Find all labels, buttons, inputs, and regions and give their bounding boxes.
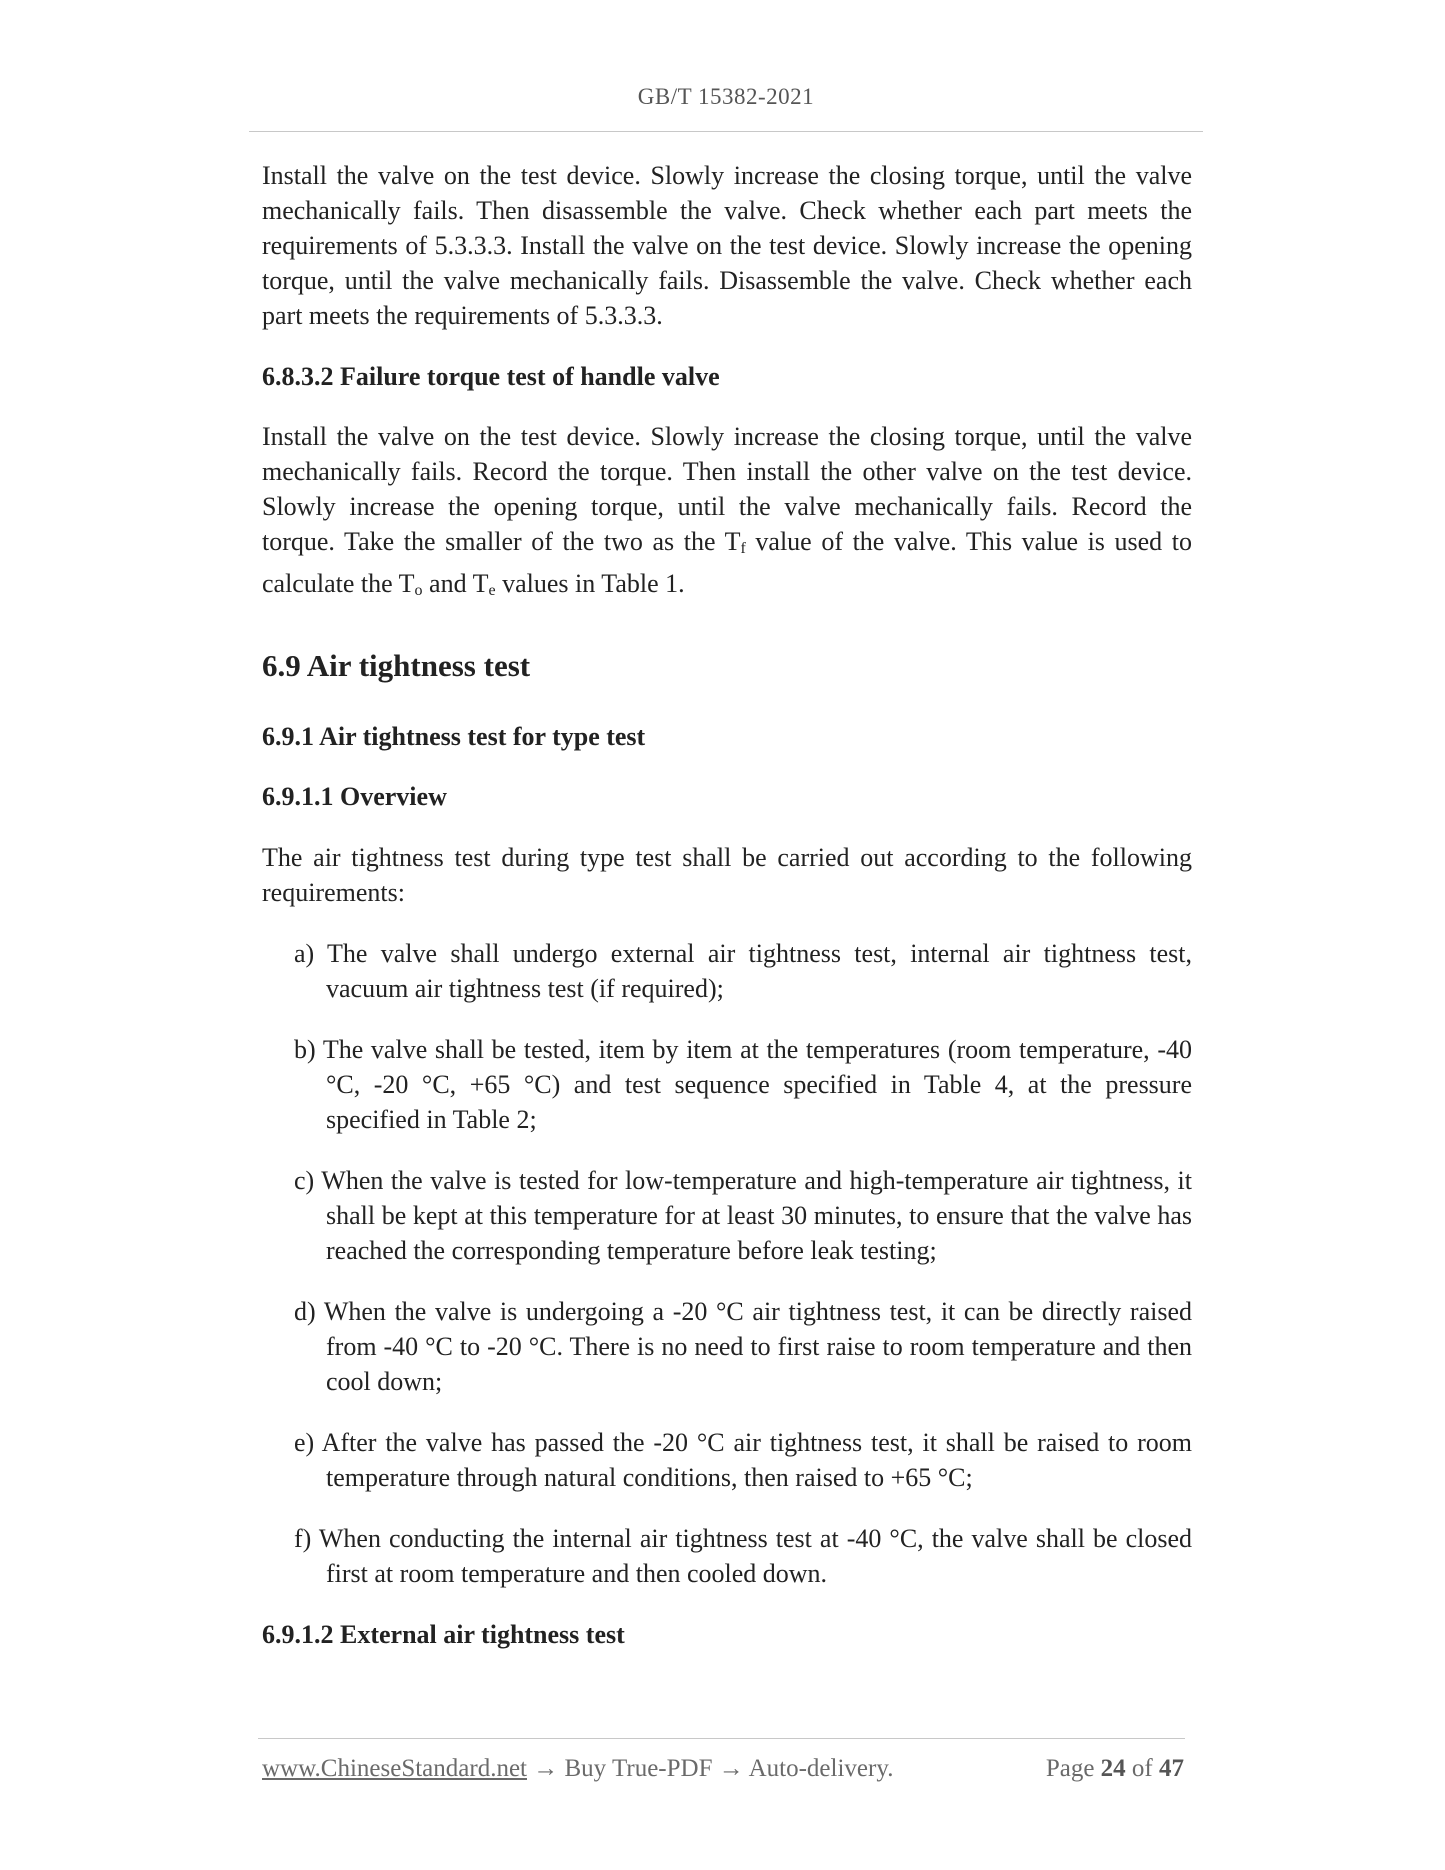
page-body [262,158,1192,1652]
of-label: of [1131,1755,1153,1782]
heading-69: 6.9 Air tightness test [262,648,531,683]
footer-divider [258,1738,1185,1739]
list-item: a) The valve shall undergo external air tightness test, internal air tightness test, vacuum air tightness test (if required); [294,939,1192,1003]
buy-true-pdf-text: Buy True-PDF [564,1755,713,1782]
auto-delivery-text: Auto-delivery. [748,1755,894,1782]
arrow-right-icon: → [533,1755,559,1782]
footer-promo [262,1755,893,1783]
subscript-f: f [740,540,746,557]
header-divider [249,131,1203,132]
list-item: b) The valve shall be tested, item by item at the temperatures (room temperature, -40 °C, -20 °C, +65 °C) and test sequence specified in Table 4, at the pressure specified in Table 2; [294,1035,1192,1134]
arrow-right-icon: → [718,1755,744,1782]
heading-691: 6.9.1 Air tightness test for type test [262,722,646,751]
heading-6911: 6.9.1.1 Overview [262,782,447,811]
total-pages: 47 [1159,1755,1184,1782]
page-number [1046,1755,1184,1783]
list-item: e) After the valve has passed the -20 °C air tightness test, it shall be raised to room temperature through natural conditions, then raised to +65 °C; [294,1428,1192,1492]
heading-6832: 6.8.3.2 Failure torque test of handle valve [262,362,720,391]
paragraph-6832-body: Install the valve on the test device. Slowly increase the closing torque, until the valve mechanically fails. Record the torque. Then install the other valve on the test device. Slowly increase the opening torque, until the valve mechanically fails. Record the torque. Take the smaller of the two as the Tf value of the valve. This value is used to calculate the To and Te values in Table 1. [262,422,1192,599]
document-id-header: GB/T 15382-2021 [637,84,815,109]
list-item: c) When the valve is tested for low-temperature and high-temperature air tightness, it shall be kept at this temperature for at least 30 minutes, to ensure that the valve has reached the corresponding temperature before leak testing; [294,1166,1192,1265]
current-page: 24 [1100,1755,1126,1782]
paragraph-6831-body: Install the valve on the test device. Slowly increase the closing torque, until the valve mechanically fails. Then disassemble the valve. Check whether each part meets the requirements of 5.3.3.3. Install the valve on the test device. Slowly increase the opening torque, until the valve mechanically fails. Disassemble the valve. Check whether each part meets the requirements of 5.3.3.3. [262,161,1192,330]
paragraph-6911-body: The air tightness test during type test shall be carried out according to the following requirements: [262,843,1192,907]
subscript-e: e [488,582,496,599]
list-item: f) When conducting the internal air tightness test at -40 °C, the valve shall be closed first at room temperature and then cooled down. [294,1524,1192,1588]
subscript-o: o [414,582,423,599]
page-footer [262,1755,1184,1783]
page-label: Page [1045,1755,1095,1782]
list-item: d) When the valve is undergoing a -20 °C air tightness test, it can be directly raised from -40 °C to -20 °C. There is no need to first raise to room temperature and then cool down; [294,1297,1192,1396]
chinesestandard-link[interactable]: www.ChineseStandard.net [262,1755,527,1782]
requirements-list [262,936,1192,1591]
heading-6912: 6.9.1.2 External air tightness test [262,1620,625,1649]
